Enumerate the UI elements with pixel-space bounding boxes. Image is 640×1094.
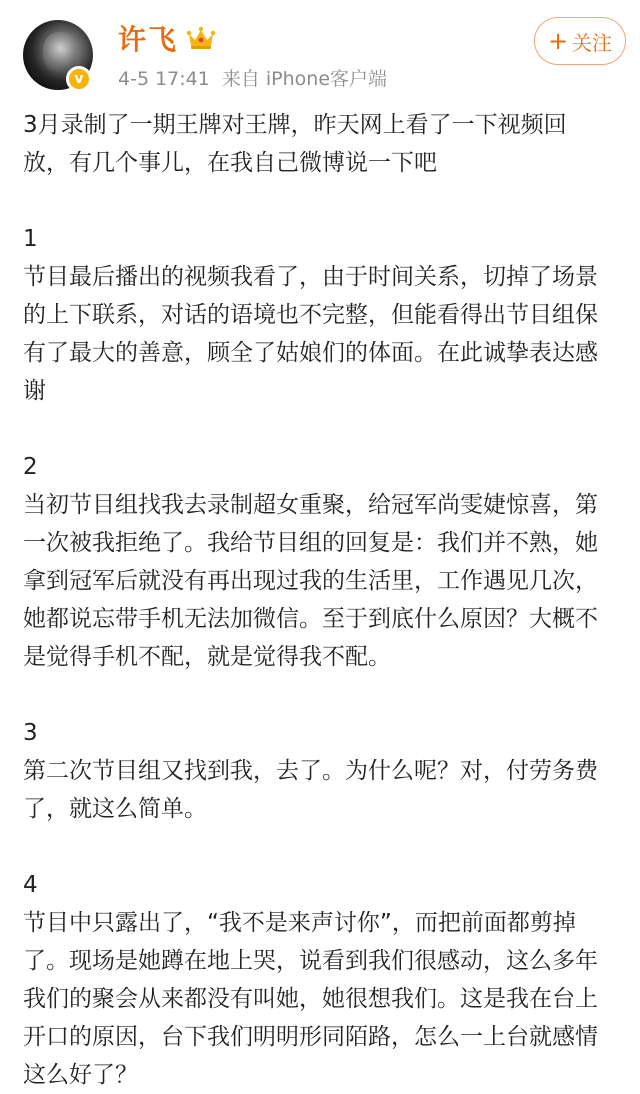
text-line: 有了最大的善意，顾全了姑娘们的体面。在此诚挚表达感 (23, 340, 598, 366)
text-line: 第二次节目组又找到我，去了。为什么呢？对，付劳务费 (23, 758, 598, 784)
text-line: 当初节目组找我去录制超女重聚，给冠军尚雯婕惊喜，第 (23, 492, 598, 518)
verified-badge-icon: v (66, 66, 92, 92)
text-line: 的上下联系，对话的语境也不完整，但能看得出节目组保 (23, 302, 598, 328)
username[interactable]: 许飞 (118, 23, 179, 56)
text-line: 了。现场是她蹲在地上哭，说看到我们很感动，这么多年 (23, 948, 598, 974)
post-meta (118, 64, 399, 91)
text-line: 节目中只露出了，“我不是来声讨你”，而把前面都剪掉 (23, 910, 576, 936)
text-line: 开口的原因，台下我们明明形同陌路，怎么一上台就感情 (23, 1024, 598, 1050)
text-line: 这么好了？ (23, 1062, 138, 1088)
text-line: 是觉得手机不配，就是觉得我不配。 (23, 644, 391, 670)
post-section (23, 448, 628, 676)
text-line: 她都说忘带手机无法加微信。至于到底什么原因？大概不 (23, 606, 598, 632)
text-line: 拿到冠军后就没有再出现过我的生活里，工作遇见几次， (23, 568, 598, 594)
post-source[interactable]: 来自 iPhone客户端 (221, 68, 388, 90)
section-number: 4 (23, 872, 38, 898)
follow-button[interactable] (534, 17, 626, 65)
post-section (23, 866, 628, 1094)
section-number: 3 (23, 720, 38, 746)
post-time: 4-5 17:41 (118, 68, 210, 90)
text-line: 一次被我拒绝了。我给节目组的回复是：我们并不熟，她 (23, 530, 598, 556)
section-number: 2 (23, 454, 38, 480)
plus-icon: + (547, 27, 569, 55)
text-line: 节目最后播出的视频我看了，由于时间关系，切掉了场景 (23, 264, 598, 290)
post-section (23, 714, 628, 828)
post-intro (23, 106, 628, 182)
text-line: 放，有几个事儿，在我自己微博说一下吧 (23, 150, 437, 176)
text-line: 了，就这么简单。 (23, 796, 207, 822)
post-body (23, 106, 628, 1094)
avatar-image (43, 32, 77, 72)
crown-icon (186, 26, 216, 50)
post-section (23, 220, 628, 410)
text-line: 谢 (23, 378, 46, 404)
section-number: 1 (23, 226, 38, 252)
name-row (118, 18, 216, 58)
post-header (0, 0, 640, 100)
follow-label: 关注 (572, 30, 613, 55)
text-line: 我们的聚会从来都没有叫她，她很想我们。这是我在台上 (23, 986, 598, 1012)
text-line: 3月录制了一期王牌对王牌，昨天网上看了一下视频回 (23, 112, 567, 138)
